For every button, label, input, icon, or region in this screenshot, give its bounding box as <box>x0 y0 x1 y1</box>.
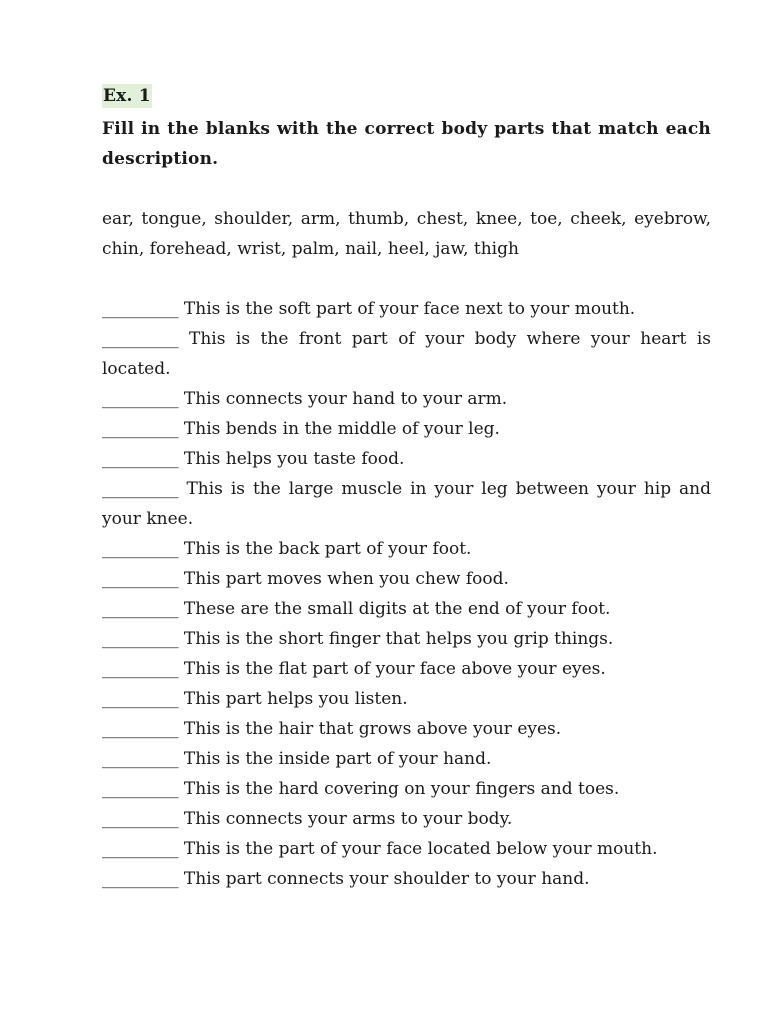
question-item <box>102 294 711 324</box>
question-item <box>102 684 711 714</box>
question-text: This is the inside part of your hand. <box>183 749 492 769</box>
answer-blank: _________ <box>102 419 179 439</box>
answer-blank: _________ <box>102 719 179 739</box>
question-item <box>102 324 711 384</box>
question-text: This connects your arms to your body. <box>183 809 513 829</box>
question-text: This part moves when you chew food. <box>183 569 509 589</box>
answer-blank: _________ <box>102 569 179 589</box>
question-item <box>102 804 711 834</box>
question-item <box>102 654 711 684</box>
question-text: This bends in the middle of your leg. <box>183 419 500 439</box>
answer-blank: _________ <box>102 629 179 649</box>
question-item <box>102 414 711 444</box>
question-text: This connects your hand to your arm. <box>183 389 508 409</box>
question-text: This is the flat part of your face above your eyes. <box>183 659 606 679</box>
question-text: This part connects your shoulder to your hand. <box>183 869 590 889</box>
question-item <box>102 384 711 414</box>
question-text: This is the hair that grows above your eyes. <box>183 719 562 739</box>
answer-blank: _________ <box>102 779 179 799</box>
answer-blank: _________ <box>102 299 179 319</box>
question-text: This part helps you listen. <box>183 689 408 709</box>
word-bank: ear, tongue, shoulder, arm, thumb, chest, knee, toe, cheek, eyebrow, chin, forehead, wrist, palm, nail, heel, jaw, thigh <box>102 209 711 259</box>
answer-blank: _________ <box>102 809 179 829</box>
answer-blank: _________ <box>102 539 179 559</box>
question-item <box>102 444 711 474</box>
question-item <box>102 564 711 594</box>
question-text: This is the front part of your body where your heart is located. <box>102 329 712 379</box>
answer-blank: _________ <box>102 449 179 469</box>
answer-blank: _________ <box>102 659 179 679</box>
answer-blank: _________ <box>102 749 179 769</box>
answer-blank: _________ <box>102 599 179 619</box>
question-text: This is the hard covering on your fingers and toes. <box>183 779 620 799</box>
answer-blank: _________ <box>102 869 179 889</box>
answer-blank: _________ <box>102 839 179 859</box>
question-list <box>102 294 711 894</box>
question-item <box>102 534 711 564</box>
question-text: This is the back part of your foot. <box>183 539 472 559</box>
question-text: These are the small digits at the end of your foot. <box>183 599 611 619</box>
question-text: This helps you taste food. <box>183 449 405 469</box>
question-item <box>102 474 711 534</box>
question-item <box>102 774 711 804</box>
answer-blank: _________ <box>102 479 179 499</box>
question-item <box>102 834 711 864</box>
answer-blank: _________ <box>102 689 179 709</box>
answer-blank: _________ <box>102 329 179 349</box>
question-text: This is the short finger that helps you grip things. <box>183 629 614 649</box>
question-text: This is the large muscle in your leg between your hip and your knee. <box>102 479 711 529</box>
question-item <box>102 594 711 624</box>
question-item <box>102 714 711 744</box>
question-item <box>102 744 711 774</box>
question-item <box>102 864 711 894</box>
worksheet-page <box>102 84 711 894</box>
exercise-instructions: Fill in the blanks with the correct body parts that match each description. <box>102 119 711 169</box>
exercise-label: Ex. 1 <box>103 86 151 106</box>
answer-blank: _________ <box>102 389 179 409</box>
question-item <box>102 624 711 654</box>
question-text: This is the part of your face located below your mouth. <box>183 839 658 859</box>
question-text: This is the soft part of your face next to your mouth. <box>183 299 636 319</box>
